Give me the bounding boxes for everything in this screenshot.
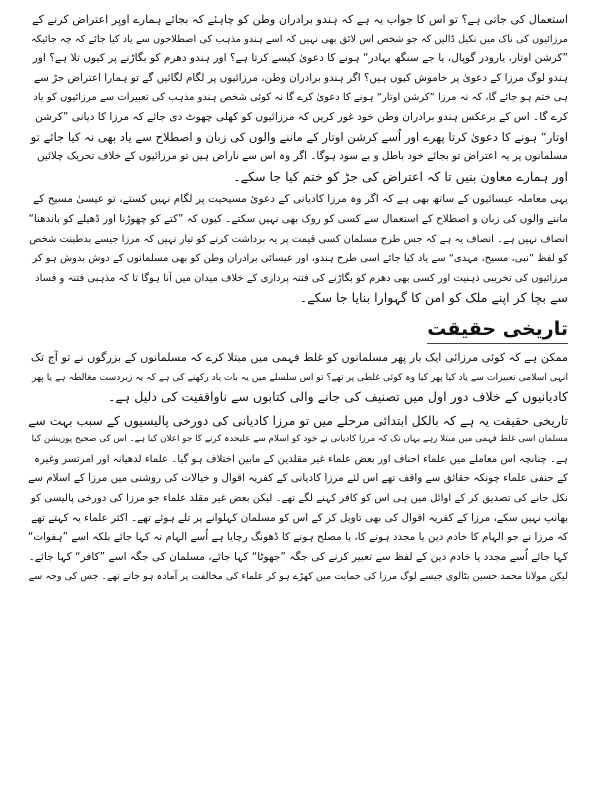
text-line: مرزائیوں کی ناک میں نکیل ڈالیں کہ جو شخص اس لائق بھی نہیں کہ اسے ہندو مذہب کی اصطلاحوں سے یاد کیا جائے کہ چہ جائیکہ (30, 33, 568, 45)
text-line: ماننے والوں کی زبان و اصطلاح کے استعمال سے کسی کو روک بھی نہیں سکتے۔ کیوں کہ ”کتے کو چھوڑنا اور ڈھیلے کو باندھنا“ (28, 212, 568, 225)
text-line: اوتار“ ہونے کا دعویٰ کرتا پھرے اور اُسے کرشن اوتار کے ماننے والوں کی زبان و اصطلاح سے یاد بھی نہ کیا جائے تو (30, 129, 568, 144)
text-line: کہا جائے اُسے مجدد یا خادم دین کے لفظ سے تعبیر کرنے کی جگہ ”جھوٹا“ کہا جائے، مسلمان کی جگہ اسے ”کافر“ کہا جائے۔ (28, 550, 568, 563)
paragraph (28, 348, 568, 407)
text-line: کرے گا۔ اس کے برعکس ہندو برادران وطن خود غور کریں کہ مرزائیوں کو کھلی چھوٹ دی جائے کہ مرزا کا دیانی ”کرشن (35, 110, 568, 123)
text-line: ہی ختم ہو جائے گا، کہ نہ مرزا ”کرشن اوتار“ ہونے کا دعویٰ کرے گا نہ کوئی شخص ہندو مذہب کی تعبیرات سے مرزائیوں کو یاد (33, 92, 568, 104)
text-line: کو لفظ ”نبی، مسیح، مہدی“ سے یاد کیا جائے اسی طرح ہندو، اور عیسائی برادران وطن کو بھی مسلمانوں کے دوش بدوش ہو کر (32, 253, 568, 265)
text-line: استعمال کی جاتی ہے؟ تو اس کا جواب یہ ہے کہ ہندو برادران وطن کو چاہئے کہ بجائے ہمارے اوپر اعتراض کرنے کے (32, 13, 568, 26)
paragraph (28, 10, 568, 186)
text-line: مرزائیوں کی تخریبی ذہنیت اور کسی بھی دھرم کو بگاڑنے کی فتنہ پردازی کے خلاف میدان میں آنا ہوگا تا کہ مذہبی فتنہ و فساد (35, 272, 568, 284)
text-line: ہے۔ چنانچہ اس معاملے میں علماء احناف اور بعض علماء غیر مقلدین کے مابین اختلاف ہو گیا۔ علماء لدھیانہ اور امرتسر وغیرہ (34, 453, 568, 465)
text-line: مسلمانوں پر یہ اعتراض تو بجائے خود باطل و بے سود ہوگا۔ اگر وہ اس سے ناراض ہیں تو مرزائیوں کے خلاف تحریک چلائیں (37, 150, 568, 163)
text-line: ہندو لوگ مرزا کے دعویٰ پر خاموش کیوں ہیں؟ اگر ہندو برادران وطن، مرزائیوں پر لگام لگائیں گے تو ہمارا اعتراض جڑ سے (34, 71, 568, 84)
text-line: تاریخی حقیقت یہ ہے کہ بالکل ابتدائی مرحلے میں تو مرزا کادیانی کی دورخی پالیسیوں کے سبب بہت سے (28, 412, 568, 428)
paragraph (28, 411, 568, 587)
text-line: کے حنفی علماء چونکہ حقائق سے واقف تھے اس لئے مرزا کادیانی کے کفریہ اقوال و خیالات کی روشنی میں مرزا کے اسلام سے (28, 472, 568, 485)
text-line: لیکن مولانا محمد حسین بٹالوی جیسے لوگ مرزا کی حمایت میں کھڑے ہو کر علماء کی مخالفت پر آمادہ ہو جاتے تھے۔ جس کی وجہ سے (28, 571, 568, 583)
text-line: بھانپ نہیں سکے، مرزا کے کفریہ اقوال کی بھی تاویل کر کے اس کو مسلمان کہلوانے پر تلے ہوئے تھے۔ اکثر علماء یہ کہتے تھے (31, 511, 568, 524)
paragraph (28, 190, 568, 308)
text-line: انصاف نہیں ہے۔ انصاف یہ ہے کہ جس طرح مسلمان کسی قیمت پر یہ برداشت کرنے کو تیار نہیں کہ مرزا جیسے بدطینت شخص (29, 233, 568, 245)
section-heading: تاریخی حقیقت (427, 316, 568, 344)
text-line: نکل جانے کی تصدیق کر کے اوائل میں ہی اس کو کافر کہنے لگے تھے۔ لیکن بعض غیر مقلد علماء جو مرزا کی دورخی پالیسی کو (30, 493, 568, 505)
text-line: کادیانیوں کے خلاف دور اول میں تصنیف کی جانے والی کتابوں سے ناواقفیت کی دلیل ہے۔ (108, 389, 568, 405)
text-line: اور ہمارے معاون بنیں تا کہ اعتراض کی جڑ کو ختم کیا جا سکے۔ (233, 168, 568, 184)
text-line: کہ مرزا نے جو الہام کا خادم دین یا مجدد ہونے کا، یا مصلح ہونے کا ڈھونگ رچایا ہے اُسے الہام نہ کہا جائے بلکہ اسے ”ہفوات“ (28, 531, 568, 544)
text-line: ”کرشن اوتار، یارودر گوپال، یا جے سنگھ بہادر“ ہونے کا دعویٰ کیسے کرتا ہے؟ اور ہندو دھرم کو بگاڑنے پر کیوں تلا ہے؟ اور (32, 52, 568, 65)
text-line: مسلمان اسی غلط فہمی میں مبتلا رہے یہاں تک کہ مرزا کادیانی نے خود کو اسلام سے علیحدہ کرنے کا جو اعلان کیا ہے۔ اس کی صحیح پوزیشن کیا (31, 434, 568, 445)
document-page (28, 10, 568, 794)
text-line: سے بچا کر اپنے ملک کو امن کا گہوارا بنایا جا سکے۔ (299, 290, 568, 306)
text-line: ممکن ہے کہ کوئی مرزائی ایک بار پھر مسلمانوں کو غلط فہمی میں مبتلا کرے کہ مسلمانوں کے بزرگوں نے تو آج تک (30, 350, 568, 364)
section-heading-wrap (28, 312, 568, 348)
text-line: یہی معاملہ عیسائیوں کے ساتھ بھی ہے کہ اگر وہ مرزا کادیانی کے دعوئ مسیحیت پر لگام نہیں کستے، تو عیسیٰ مسیح کے (33, 193, 568, 206)
text-line: انہی اسلامی تعبیرات سے یاد کیا پھر کیا وہ کوئی غلطی پر تھے؟ تو اس سلسلے میں یہ بات یاد رکھنے کی ہے کہ یہ زبردست مغالطہ ہے یا پھر (31, 371, 568, 383)
